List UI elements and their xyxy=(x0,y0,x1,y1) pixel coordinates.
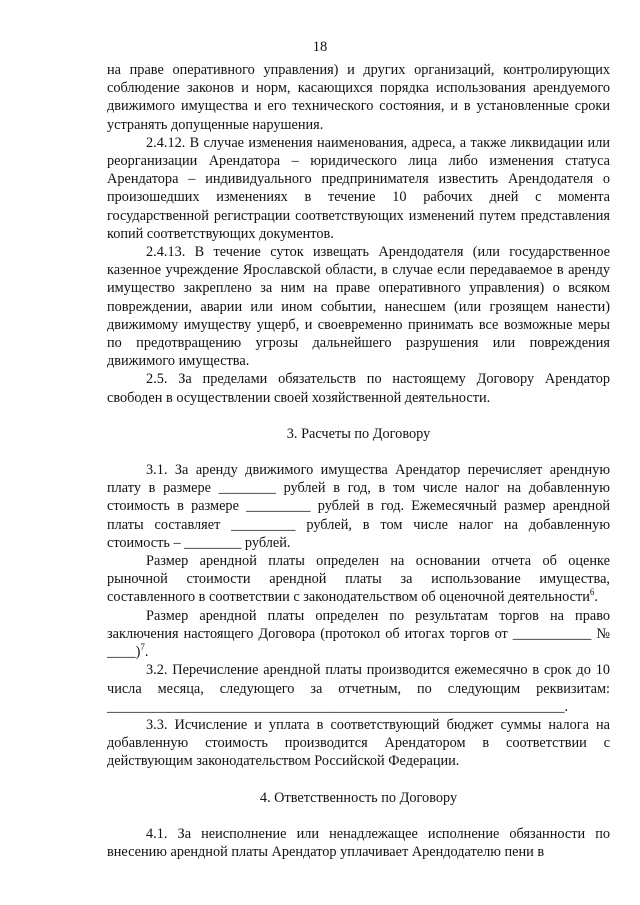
page-number: 18 xyxy=(312,39,328,55)
spacer xyxy=(107,807,610,825)
paragraph-rent-auction-text: Размер арендной платы определен по результатам торгов на право заключения настоящего Договора (протокол об итогах торгов от ___________ № ____) xyxy=(107,607,610,661)
paragraph-3-1: 3.1. За аренду движимого имущества Арендатор перечисляет арендную плату в размере ________ рублей в год, в том числе налог на добавленную стоимость в размере _________ рублей в год. Ежемесячный размер арендной платы составляет _________ рублей, в том числе налог на добавленную стоимость – ________ рублей. xyxy=(107,462,610,551)
paragraph-2-5: 2.5. За пределами обязательств по настоящему Договору Арендатор свободен в осуществлении своей хозяйственной деятельности. xyxy=(107,371,610,406)
document-body xyxy=(107,61,610,861)
section-heading-3: 3. Расчеты по Договору xyxy=(286,425,431,442)
paragraph-3-3: 3.3. Исчисление и уплата в соответствующий бюджет суммы налога на добавленную стоимость производится Арендатором в соответствии с действующим законодательством Российской Федерации. xyxy=(107,716,610,770)
paragraph-rent-valuation-text: Размер арендной платы определен на основании отчета об оценке рыночной стоимости арендной платы за использование имущества, составленного в соответствии с законодательством об оценочной деятельности xyxy=(107,553,610,606)
paragraph-2-4-13: 2.4.13. В течение суток извещать Арендодателя (или государственное казенное учреждение Ярославской области, в случае если передаваемое в аренду имущество закреплено за ним на праве оперативного управления) о всяком повреждении, аварии или ином событии, нанесшем (или грозящем нанести) движимому имуществу ущерб, и своевременно принимать все возможные меры по предотвращению угрозы дальнейшего разрушения или повреждения движимого имущества. xyxy=(107,244,610,370)
paragraph-end-mark: . xyxy=(144,644,149,661)
footnote-marker-6: 6 xyxy=(589,587,595,598)
paragraph-rent-auction xyxy=(107,607,610,662)
section-heading-4: 4. Ответственность по Договору xyxy=(259,789,458,806)
spacer xyxy=(107,407,610,425)
paragraph-end-mark: . xyxy=(594,589,598,606)
paragraph-2-4-12: 2.4.12. В случае изменения наименования, адреса, а также ликвидации или реорганизации Арендатора – юридического лица либо изменения статуса Арендатора – индивидуального предпринимателя известить Арендодателя о произошедших изменениях в течение 10 рабочих дней с момента государственной регистрации соответствующих изменений путем представления копий соответствующих документов. xyxy=(107,134,610,242)
paragraph-4-1: 4.1. За неисполнение или ненадлежащее исполнение обязанности по внесению арендной платы Арендатор уплачивает Арендодателю пени в xyxy=(107,825,610,860)
paragraph-3-2: 3.2. Перечисление арендной платы производится ежемесячно в срок до 10 числа месяца, следующего за отчетным, по следующим реквизитам: ________________________________________________________________. xyxy=(107,662,610,715)
spacer xyxy=(107,443,610,461)
paragraph-continuation: на праве оперативного управления) и других организаций, контролирующих соблюдение законов и норм, касающихся порядка использования арендуемого движимого имущества и его технического состояния, и в установленные сроки устранять допущенные нарушения. xyxy=(107,62,610,133)
paragraph-rent-valuation xyxy=(107,552,610,607)
spacer xyxy=(107,771,610,789)
footnote-marker-7: 7 xyxy=(140,642,145,653)
